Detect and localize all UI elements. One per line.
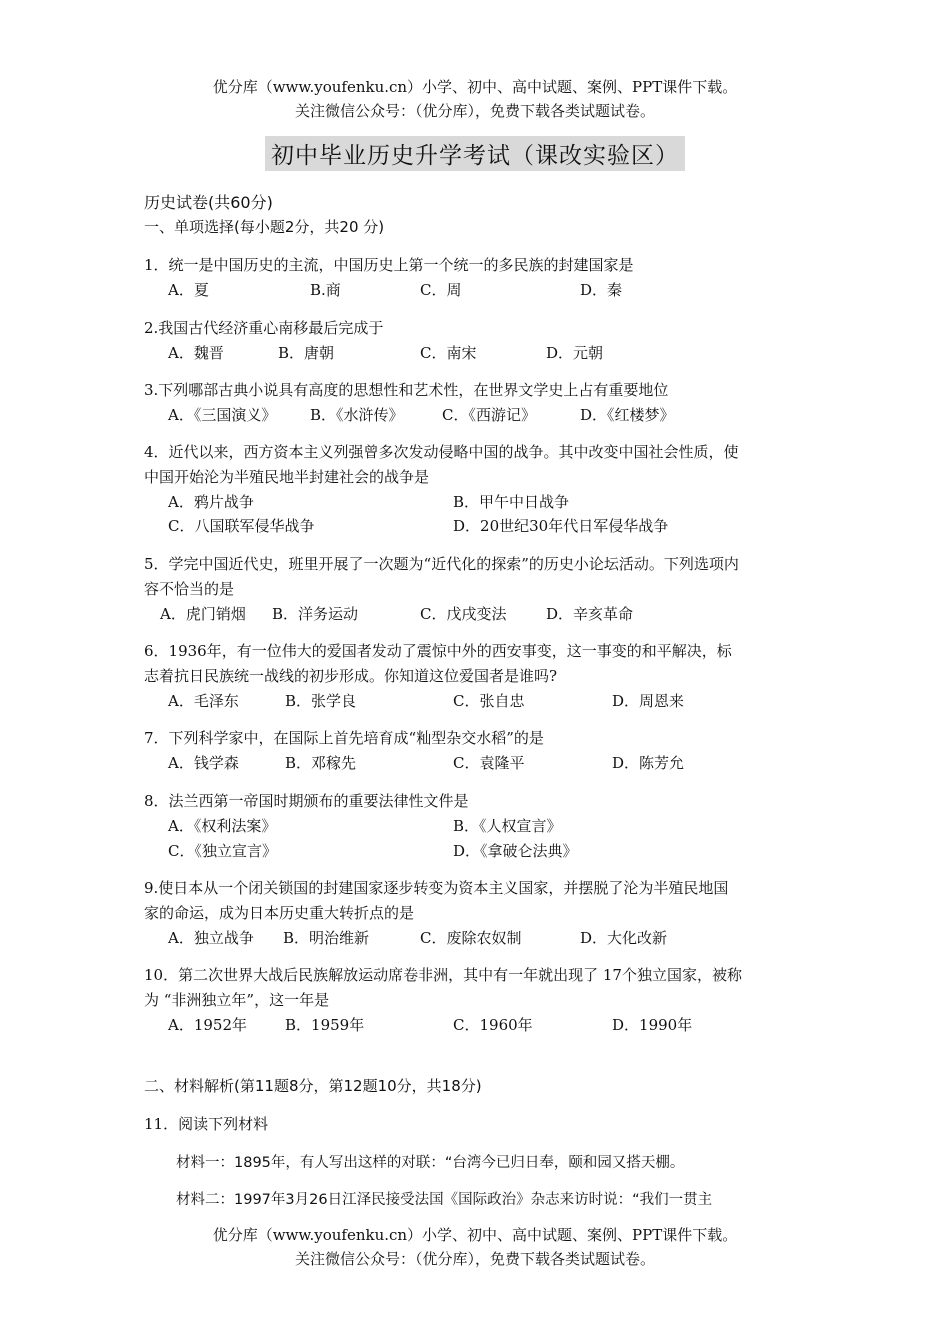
q6-option-a: A．毛泽东: [168, 692, 239, 710]
q6-stem-line-1: 6．1936年，有一位伟大的爱国者发动了震惊中外的西安事变，这一事变的和平解决，标: [144, 642, 732, 660]
q1-option-b: B.商: [310, 281, 341, 299]
q8-option-b: B．《人权宣言》: [453, 817, 562, 835]
material-1: 材料一：1895年，有人写出这样的对联：“台湾今已归日奉，颐和园又搭天棚。: [176, 1155, 685, 1171]
title-wrap: [0, 136, 950, 171]
q2-option-c: C．南宋: [420, 344, 477, 362]
q2-stem: 2.我国古代经济重心南移最后完成于: [144, 319, 384, 337]
q9-stem-line-1: 9.使日本从一个闭关锁国的封建国家逐步转变为资本主义国家，并摆脱了沦为半殖民地国: [144, 879, 729, 897]
q1-option-c: C．周: [420, 281, 462, 299]
section-2-heading: 二、材料解析(第11题8分，第12题10分，共18分): [144, 1077, 482, 1095]
q4-stem-line-1: 4．近代以来，西方资本主义列强曾多次发动侵略中国的战争。其中改变中国社会性质，使: [144, 443, 739, 461]
q6-option-b: B．张学良: [285, 692, 357, 710]
q4-stem-line-2: 中国开始沦为半殖民地半封建社会的战争是: [144, 468, 430, 486]
q4-option-a: A．鸦片战争: [168, 493, 254, 511]
q6-option-d: D．周恩来: [612, 692, 685, 710]
page-title: 初中毕业历史升学考试（课改实验区）: [265, 136, 685, 171]
q6-stem-line-2: 志着抗日民族统一战线的初步形成。你知道这位爱国者是谁吗?: [144, 667, 558, 685]
q6-option-c: C．张自忠: [453, 692, 525, 710]
q10-stem-line-1: 10．第二次世界大战后民族解放运动席卷非洲，其中有一年就出现了 17个独立国家，被称: [144, 966, 742, 984]
material-2: 材料二：1997年3月26日江泽民接受法国《国际政治》杂志来访时说：“我们一贯主: [176, 1192, 713, 1208]
q8-stem: 8．法兰西第一帝国时期颁布的重要法律性文件是: [144, 792, 469, 810]
q3-stem: 3.下列哪部古典小说具有高度的思想性和艺术性，在世界文学史上占有重要地位: [144, 381, 669, 399]
q7-stem: 7．下列科学家中，在国际上首先培育成“籼型杂交水稻”的是: [144, 729, 544, 747]
q5-option-a: A．虎门销烟: [160, 605, 246, 623]
q2-option-b: B．唐朝: [278, 344, 335, 362]
q8-option-a: A．《权利法案》: [168, 817, 277, 835]
q10-option-d: D．1990年: [612, 1016, 693, 1034]
q8-option-d: D．《拿破仑法典》: [453, 842, 578, 860]
q9-option-d: D．大化改新: [580, 929, 668, 947]
q11-stem: 11．阅读下列材料: [144, 1115, 269, 1133]
q9-option-c: C．废除农奴制: [420, 929, 522, 947]
footer-line-1: 优分库（www.youfenku.cn）小学、初中、高中试题、案例、PPT课件下载。: [212, 1226, 738, 1244]
q10-option-b: B．1959年: [285, 1016, 365, 1034]
q1-option-a: A．夏: [168, 281, 209, 299]
q3-option-a: A．《三国演义》: [168, 406, 277, 424]
q5-stem-line-2: 容不恰当的是: [144, 580, 235, 598]
q5-option-d: D．辛亥革命: [546, 605, 634, 623]
q3-option-d: D．《红楼梦》: [580, 406, 675, 424]
q10-option-c: C．1960年: [453, 1016, 533, 1034]
q9-option-b: B．明治维新: [283, 929, 370, 947]
q8-option-c: C．《独立宣言》: [168, 842, 277, 860]
header-line-1: 优分库（www.youfenku.cn）小学、初中、高中试题、案例、PPT课件下载。: [212, 78, 738, 96]
q3-option-b: B．《水浒传》: [310, 406, 404, 424]
q5-stem-line-1: 5．学完中国近代史，班里开展了一次题为“近代化的探索”的历史小论坛活动。下列选项内: [144, 555, 739, 573]
q7-option-b: B．邓稼先: [285, 754, 357, 772]
q7-option-d: D．陈芳允: [612, 754, 685, 772]
q2-option-d: D．元朝: [546, 344, 604, 362]
q7-option-a: A．钱学森: [168, 754, 239, 772]
q7-option-c: C．袁隆平: [453, 754, 525, 772]
q1-stem: 1．统一是中国历史的主流，中国历史上第一个统一的多民族的封建国家是: [144, 256, 634, 274]
q1-option-d: D．秦: [580, 281, 623, 299]
q5-option-b: B．洋务运动: [272, 605, 359, 623]
q3-option-c: C．《西游记》: [442, 406, 536, 424]
subtitle: 历史试卷(共60分): [144, 193, 273, 212]
q9-stem-line-2: 家的命运，成为日本历史重大转折点的是: [144, 904, 415, 922]
q10-stem-line-2: 为 “非洲独立年”，这一年是: [144, 991, 330, 1009]
q9-option-a: A．独立战争: [168, 929, 254, 947]
footer-line-2: 关注微信公众号：（优分库），免费下载各类试题试卷。: [294, 1250, 655, 1268]
q4-option-d: D．20世纪30年代日军侵华战争: [453, 517, 669, 535]
q10-option-a: A．1952年: [168, 1016, 248, 1034]
q5-option-c: C．戊戌变法: [420, 605, 507, 623]
q4-option-b: B．甲午中日战争: [453, 493, 570, 511]
q2-option-a: A．魏晋: [168, 344, 224, 362]
q4-option-c: C．八国联军侵华战争: [168, 517, 315, 535]
header-line-2: 关注微信公众号：（优分库），免费下载各类试题试卷。: [294, 102, 655, 120]
section-1-heading: 一、单项选择(每小题2分，共20 分): [144, 218, 385, 236]
